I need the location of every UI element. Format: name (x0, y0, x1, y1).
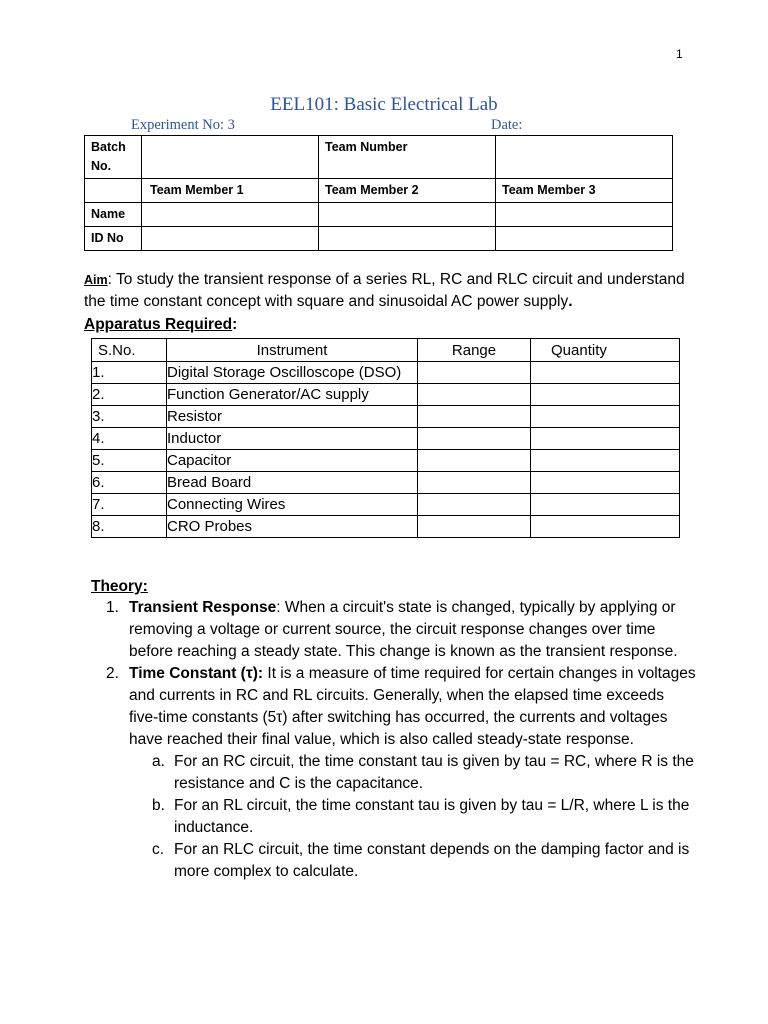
theory-term: Time Constant (τ): (129, 665, 264, 682)
apparatus-header-row (92, 339, 680, 362)
id-label: ID No (85, 227, 142, 251)
apparatus-instrument: Resistor (167, 406, 418, 428)
theory-subitem: b. For an RL circuit, the time constant tau is given by tau = L/R, where L is the inductance. (152, 797, 690, 836)
apparatus-quantity-cell (531, 472, 680, 494)
apparatus-range-cell (418, 494, 531, 516)
apparatus-instrument: Inductor (167, 428, 418, 450)
apparatus-instrument: Function Generator/AC supply (167, 384, 418, 406)
col-header-range: Range (418, 339, 531, 362)
theory-term: Transient Response (129, 599, 277, 616)
apparatus-sno: 1. (92, 362, 167, 384)
team-number-label: Team Number (319, 136, 496, 179)
aim-label: Aim (84, 273, 108, 287)
apparatus-table (91, 338, 680, 538)
batch-value-cell (142, 136, 319, 179)
date-label: Date: (491, 117, 523, 133)
apparatus-range-cell (418, 472, 531, 494)
team-member-1-label: Team Member 1 (142, 179, 319, 203)
apparatus-sno: 5. (92, 450, 167, 472)
apparatus-instrument: Bread Board (167, 472, 418, 494)
col-header-sno: S.No. (92, 339, 167, 362)
name-cell (319, 203, 496, 227)
id-cell (496, 227, 673, 251)
apparatus-row (92, 516, 680, 538)
apparatus-instrument: Capacitor (167, 450, 418, 472)
apparatus-range-cell (418, 428, 531, 450)
theory-subitem: a. For an RC circuit, the time constant tau is given by tau = RC, where R is the resistance and C is the capacitance. (152, 753, 694, 792)
theory-item: 1. Transient Response: When a circuit's state is changed, typically by applying or removing a voltage or current source, the circuit response changes over time before reaching a steady state. This change is known as the transient response. (106, 599, 678, 660)
apparatus-sno: 4. (92, 428, 167, 450)
aim-text: : To study the transient response of a series RL, RC and RLC circuit and understand the time constant concept with square and sinusoidal AC power supply (84, 271, 685, 310)
theory-sublist (129, 751, 696, 883)
experiment-label: Experiment No: 3 (131, 117, 235, 133)
apparatus-instrument: CRO Probes (167, 516, 418, 538)
apparatus-range-cell (418, 362, 531, 384)
theory-list (106, 597, 696, 883)
team-member-3-label: Team Member 3 (496, 179, 673, 203)
apparatus-row (92, 472, 680, 494)
apparatus-quantity-cell (531, 428, 680, 450)
aim-end: . (568, 293, 573, 310)
apparatus-row (92, 384, 680, 406)
apparatus-quantity-cell (531, 406, 680, 428)
col-header-quantity: Quantity (531, 339, 680, 362)
apparatus-row (92, 362, 680, 384)
id-cell (142, 227, 319, 251)
apparatus-instrument: Digital Storage Oscilloscope (DSO) (167, 362, 418, 384)
apparatus-row (92, 450, 680, 472)
apparatus-row (92, 406, 680, 428)
theory-item: 2. Time Constant (τ): It is a measure of time required for certain changes in voltages and currents in RC and RL circuits. Generally, when the elapsed time exceeds five-time constants (5τ) after switching has occurred, the currents and voltages have reached their final value, which is also called steady-state response. a. For an RC circuit, the time constant tau is given by tau = RC, where R is the resistance and C is the capacitance. b. For an RL circuit, the time constant tau is given by tau = L/R, where L is the inductance. c. For an RLC circuit, the time constant depends on the damping factor and is more complex to calculate. (106, 663, 696, 883)
apparatus-range-cell (418, 516, 531, 538)
blank-cell (85, 179, 142, 203)
apparatus-sno: 6. (92, 472, 167, 494)
apparatus-instrument: Connecting Wires (167, 494, 418, 516)
apparatus-sno: 7. (92, 494, 167, 516)
apparatus-sno: 3. (92, 406, 167, 428)
apparatus-quantity-cell (531, 384, 680, 406)
apparatus-sno: 8. (92, 516, 167, 538)
apparatus-range-cell (418, 384, 531, 406)
team-table (84, 135, 673, 251)
team-member-2-label: Team Member 2 (319, 179, 496, 203)
apparatus-quantity-cell (531, 516, 680, 538)
apparatus-quantity-cell (531, 494, 680, 516)
apparatus-range-cell (418, 450, 531, 472)
apparatus-row (92, 494, 680, 516)
apparatus-quantity-cell (531, 362, 680, 384)
batch-label: Batch No. (85, 136, 142, 179)
name-cell (142, 203, 319, 227)
theory-heading: Theory: (91, 578, 148, 595)
page-title: EEL101: Basic Electrical Lab (270, 94, 498, 115)
aim-paragraph (84, 269, 704, 313)
name-label: Name (85, 203, 142, 227)
theory-subitem: c. For an RLC circuit, the time constant depends on the damping factor and is more complex to calculate. (152, 841, 690, 880)
col-header-instrument: Instrument (167, 339, 418, 362)
id-cell (319, 227, 496, 251)
page-number: 1 (676, 47, 683, 61)
team-number-value-cell (496, 136, 673, 179)
apparatus-quantity-cell (531, 450, 680, 472)
apparatus-sno: 2. (92, 384, 167, 406)
apparatus-heading: Apparatus Required: (84, 316, 238, 333)
apparatus-range-cell (418, 406, 531, 428)
apparatus-row (92, 428, 680, 450)
name-cell (496, 203, 673, 227)
